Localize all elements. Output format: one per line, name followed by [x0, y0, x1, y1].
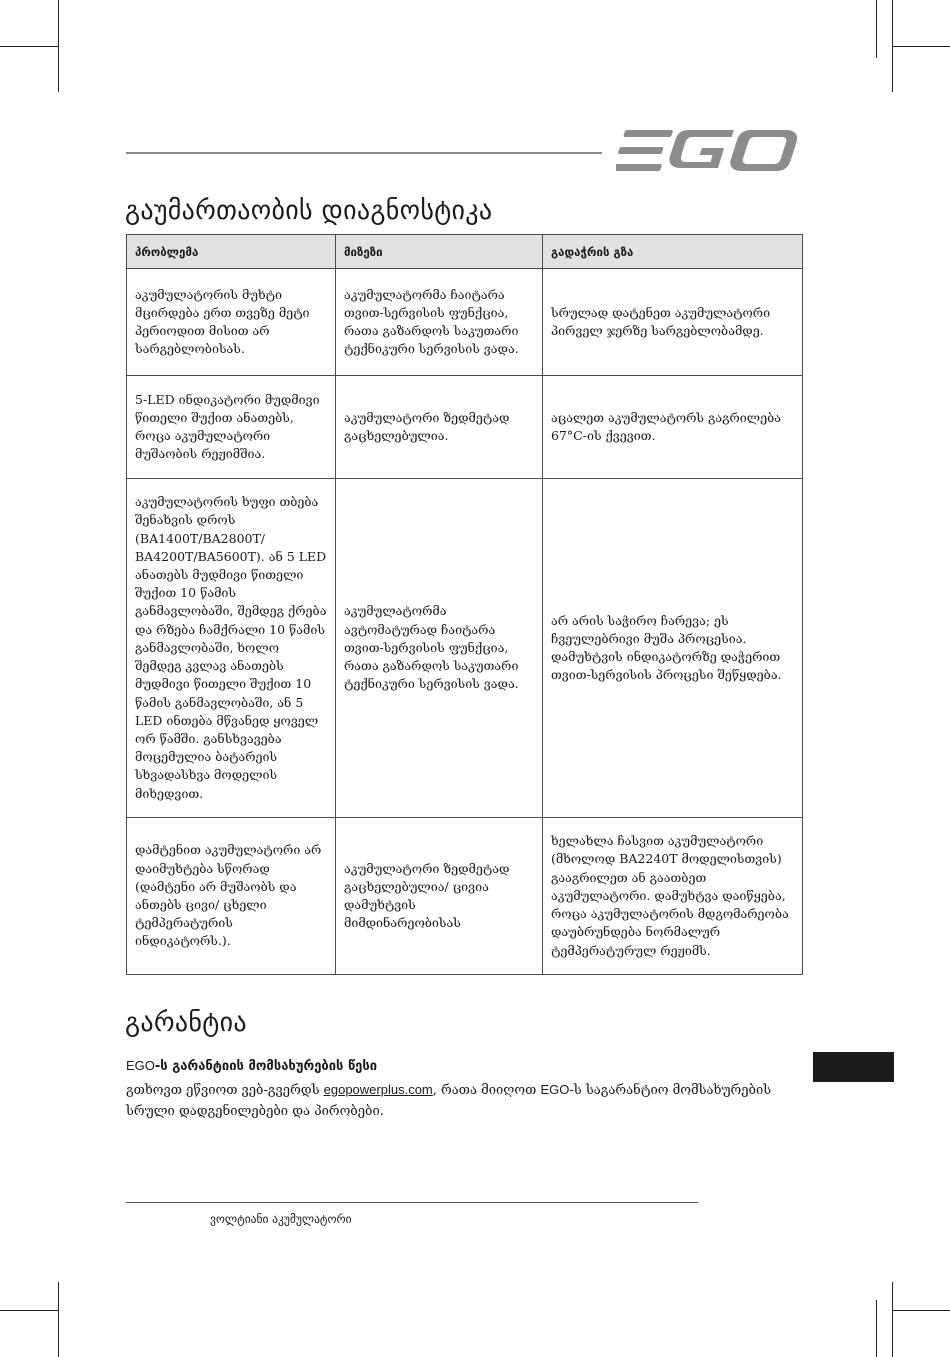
- crop-mark: [58, 0, 59, 92]
- crop-mark: [876, 1300, 877, 1357]
- crop-mark: [0, 1310, 58, 1311]
- warranty-title: გარანტია: [125, 1008, 247, 1038]
- problem-cell: აკუმულატორის ხუფი თბება შენახვის დროს (BA1400T/BA2800T/ BA4200T/BA5600T). ან 5 LED ანათებს მუდმივი წითელი შუქით 10 წამის განმავლობაში, შემდეგ ქრება და რზება ჩამქრალი 10 წამის განმავლობაში, ხოლო შემდეგ კვლავ ანათებს მუდმივი წითელი შუქით 10 წამის განმავლობაში, ან 5 LED ინთება მწვანედ ყოველ ორ წამში. განსხვავება მოცემულია ბატარეის სხვადასხვა მოდელის მიხედვით.: [127, 479, 336, 818]
- diagnostics-table: [126, 234, 803, 975]
- cause-cell: აკუმულატორმა ჩაიტარა თვით-სერვისის ფუნქცია, რათა გაზარდოს საკუთარი ტექნიკური სერვისის ვადა.: [336, 269, 543, 376]
- solution-cell: არ არის საჭირო ჩარევა; ეს ჩვეულებრივი მუშა პროცესია. დამუხტვის ინდიკატორზე დაჭერით თვით-სერვისის პროცესი შეწყდება.: [543, 479, 803, 818]
- problem-cell: დამტენით აკუმულატორი არ დაიმუხტება სწორად (დამტენი არ მუშაობს და ანთებს ცივი/ ცხელი ტემპერატურის ინდიკატორს.).: [127, 818, 336, 975]
- solution-cell: აცალეთ აკუმულატორს გაგრილება 67°C-ის ქვევით.: [543, 376, 803, 479]
- header-rule: [126, 152, 602, 154]
- cause-cell: აკუმულატორმა ავტომატურად ჩაიტარა თვით-სერვისის ფუნქცია, რათა გაზარდოს საკუთარი ტექნიკური სერვისის ვადა.: [336, 479, 543, 818]
- header-problem: პრობლემა: [127, 235, 336, 269]
- header-solution: გადაჭრის გზა: [543, 235, 803, 269]
- paragraph-text: , რათა მიიღოთ: [432, 1083, 541, 1098]
- cause-cell: აკუმულატორი ზედმეტად გაცხელებულია.: [336, 376, 543, 479]
- table-header-row: [127, 235, 803, 269]
- problem-cell: 5-LED ინდიკატორი მუდმივი წითელი შუქით ანათებს, როცა აკუმულატორი მუშაობის რეჟიმშია.: [127, 376, 336, 479]
- crop-mark: [876, 0, 877, 58]
- crop-mark: [0, 46, 58, 47]
- table-row: [127, 479, 803, 818]
- crop-mark: [892, 0, 893, 92]
- website-link[interactable]: egopowerplus.com: [323, 1082, 433, 1097]
- solution-cell: სრულად დატენეთ აკუმულატორი პირველ ჯერზე სარგებლობამდე.: [543, 269, 803, 376]
- footer-rule: [126, 1202, 698, 1203]
- table-row: [127, 376, 803, 479]
- crop-mark: [892, 46, 950, 47]
- table-row: [127, 269, 803, 376]
- warranty-subtitle: [126, 1058, 377, 1074]
- crop-mark: [892, 1282, 893, 1357]
- solution-cell: ხელახლა ჩასვით აკუმულატორი (მხოლოდ BA2240T მოდელისთვის) გააგრილეთ ან გაათბეთ აკუმულატორი. დამუხტვა დაიწყება, როცა აკუმულატორის მდგომარეობა დაუბრუნდება ნორმალურ ტემპერატურულ რეჟიმს.: [543, 818, 803, 975]
- crop-mark: [58, 1282, 59, 1357]
- paragraph-text: -ს საგარანტიო მომსახურების სრული დადგენილებები და პირობები.: [126, 1083, 772, 1119]
- cause-cell: აკუმულატორი ზედმეტად გაცხელებულია/ ცივია დამუხტვის მიმდინარეობისას: [336, 818, 543, 975]
- page-tab-marker: [813, 1052, 894, 1082]
- paragraph-text: გთხოვთ ეწვიოთ ვებ-გვერდს: [126, 1083, 324, 1098]
- crop-mark: [892, 1310, 950, 1311]
- header-cause: მიზეზი: [336, 235, 543, 269]
- warranty-subtitle-text: -ს გარანტიის მომსახურების წესი: [154, 1059, 378, 1074]
- table-row: [127, 818, 803, 975]
- ego-logo: [616, 128, 802, 174]
- brand-name: EGO: [126, 1058, 155, 1073]
- footer-text: ვოლტიანი აკუმულატორი: [210, 1212, 352, 1226]
- brand-name: EGO: [540, 1082, 570, 1097]
- diagnostics-title: გაუმართაობის დიაგნოსტიკა: [125, 196, 493, 226]
- problem-cell: აკუმულატორის მუხტი მცირდება ერთ თვეზე მეტი პერიოდით მისით არ სარგებლობისას.: [127, 269, 336, 376]
- warranty-paragraph: [126, 1079, 786, 1122]
